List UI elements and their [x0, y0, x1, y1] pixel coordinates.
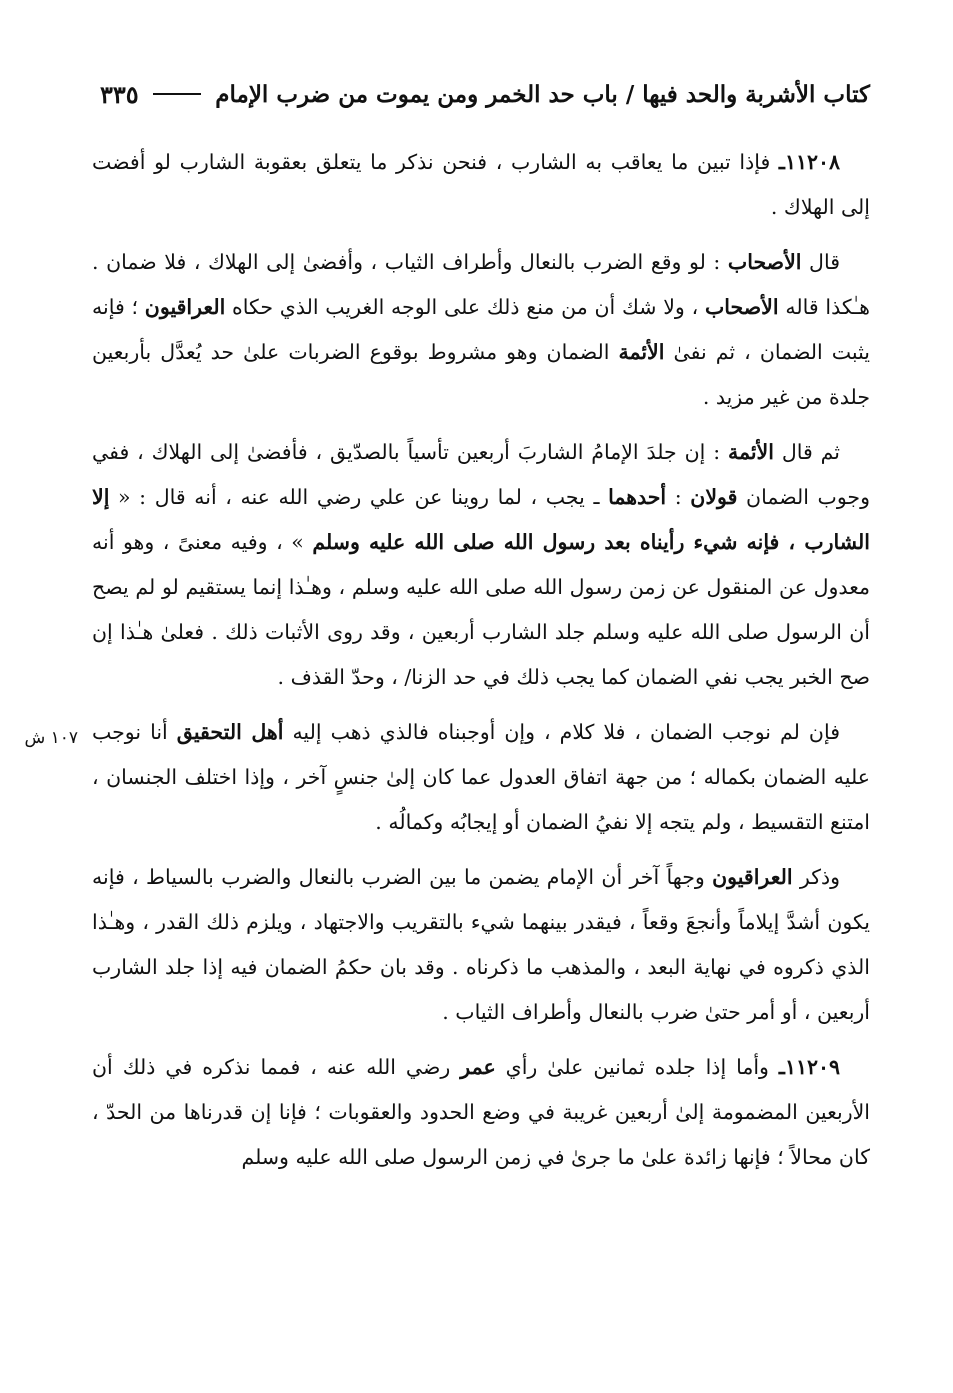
- text-segment: ـ يجب ، لما روينا عن علي رضي الله عنه ، أنه قال : «: [109, 485, 609, 509]
- text-segment: ؛ فإنه يثبت الضمان ، ثم نفىٰ: [92, 295, 870, 364]
- bold-term: عمر: [460, 1055, 496, 1079]
- text-segment: : لو وقع الضرب بالنعال وأطراف الثياب ، وأفضىٰ إلى الهلاك ، فلا ضمان . هـٰكذا قاله: [92, 250, 870, 319]
- paragraph: [92, 855, 870, 1035]
- bold-term: إلا الشارب ، فإنه شيء رأيناه بعد رسول الله صلى الله عليه وسلم: [92, 485, 870, 554]
- paragraph: [92, 140, 870, 230]
- running-header: [100, 72, 870, 116]
- text-segment: : إن جلدَ الإمامُ الشاربَ أربعين تأسياً بالصدّيق ، فأفضىٰ إلى الهلاك ، ففي وجوب الضمان: [92, 440, 870, 509]
- text-segment: الضمان وهو مشروط بوقوع الضربات علىٰ حد يُعدَّل بأربعين جلدة من غير مزيد .: [92, 340, 870, 409]
- text-segment: قال: [801, 250, 840, 274]
- paragraph-number: ١١٢٠٨ـ: [778, 150, 840, 174]
- text-segment: » ، وفيه معنىً ، وهو أنه معدول عن المنقول عن زمن رسول الله صلى الله عليه وسلم ، وهـٰذا إنما يستقيم لو لم يصح أن الرسول صلى الله عليه وسلم جلد الشارب أربعين ، وقد روى الأثبات ذلك . فعلىٰ هـٰذا إن صح الخبر يجب نفي الضمان كما يجب ذلك في حد الزنا/ ، وحدّ القذف .: [92, 530, 870, 689]
- text-segment: أنا نوجب عليه الضمان بكماله ؛ من جهة اتفاق العدول عما كان إلىٰ جنسٍ آخر ، وإذا اختلف الجنسان ، امتنع التقسيط ، ولم يتجه إلا نفيُ الضمان أو إيجابُه وكمالُه .: [92, 720, 870, 834]
- bold-term: العراقيون: [144, 295, 226, 319]
- bold-term: الأئمة: [728, 440, 774, 464]
- bold-term: أهل التحقيق: [176, 720, 284, 744]
- paragraph: [92, 430, 870, 700]
- text-segment: وجهاً آخر أن الإمام يضمن ما بين الضرب بالنعال والضرب بالسياط ، فإنه يكون أشدَّ إيلاماً وأنجعَ وقعاً ، فيقدر بينهما شيء بالتقريب والاجتهاد ، ويلزم ذلك القدر ، وهـٰذا الذي ذكروه في نهاية البعد ، والمذهب ما ذكرناه . وقد بان حكمُ الضمان فيه إذا جلد الشارب أربعين ، أو أمر حتىٰ ضرب بالنعال وأطراف الثياب .: [92, 865, 870, 1024]
- header-dash-rule: [153, 93, 202, 95]
- text-segment: وأما إذا جلده ثمانين علىٰ رأي: [495, 1055, 779, 1079]
- text-segment: ثم قال: [773, 440, 840, 464]
- bold-term: قولان: [690, 485, 738, 509]
- paragraph-number: ١١٢٠٩ـ: [778, 1055, 840, 1079]
- text-segment: ، ولا شك أن من منع ذلك على الوجه الغريب الذي حكاه: [225, 295, 705, 319]
- bold-term: الأصحاب: [704, 295, 779, 319]
- text-segment: رضي الله عنه ، فمما نذكره في ذلك أن الأربعين المضمومة إلىٰ أربعين غريبة في وضع الحدود والعقوبات ؛ فإنا إن قدرناها من الحدّ ، كان محالاً ؛ فإنها زائدة علىٰ ما جرىٰ في زمن الرسول صلى الله عليه وسلم: [92, 1055, 870, 1169]
- paragraph: [92, 240, 870, 420]
- bold-term: أحدهما: [608, 485, 667, 509]
- paragraph: [92, 710, 870, 845]
- bold-term: الأصحاب: [727, 250, 802, 274]
- margin-manuscript-reference: ١٠٧ ش: [24, 728, 78, 748]
- text-segment: فإذا تبين ما يعاقب به الشارب ، فنحن نذكر ما يتعلق بعقوبة الشارب لو أفضت إلى الهلاك .: [92, 150, 870, 219]
- paragraph: [92, 1045, 870, 1180]
- main-text: [92, 140, 870, 1190]
- page-number: ٣٣٥: [100, 79, 139, 109]
- bold-term: الأئمة: [618, 340, 665, 364]
- text-segment: :: [666, 485, 691, 509]
- text-segment: فإن لم نوجب الضمان ، فلا كلام ، وإن أوجبناه فالذي ذهب إليه: [283, 720, 840, 744]
- text-segment: وذكر: [792, 865, 840, 889]
- header-title: كتاب الأشربة والحد فيها / باب حد الخمر ومن يموت من ضرب الإمام: [215, 80, 870, 108]
- bold-term: العراقيون: [712, 865, 793, 889]
